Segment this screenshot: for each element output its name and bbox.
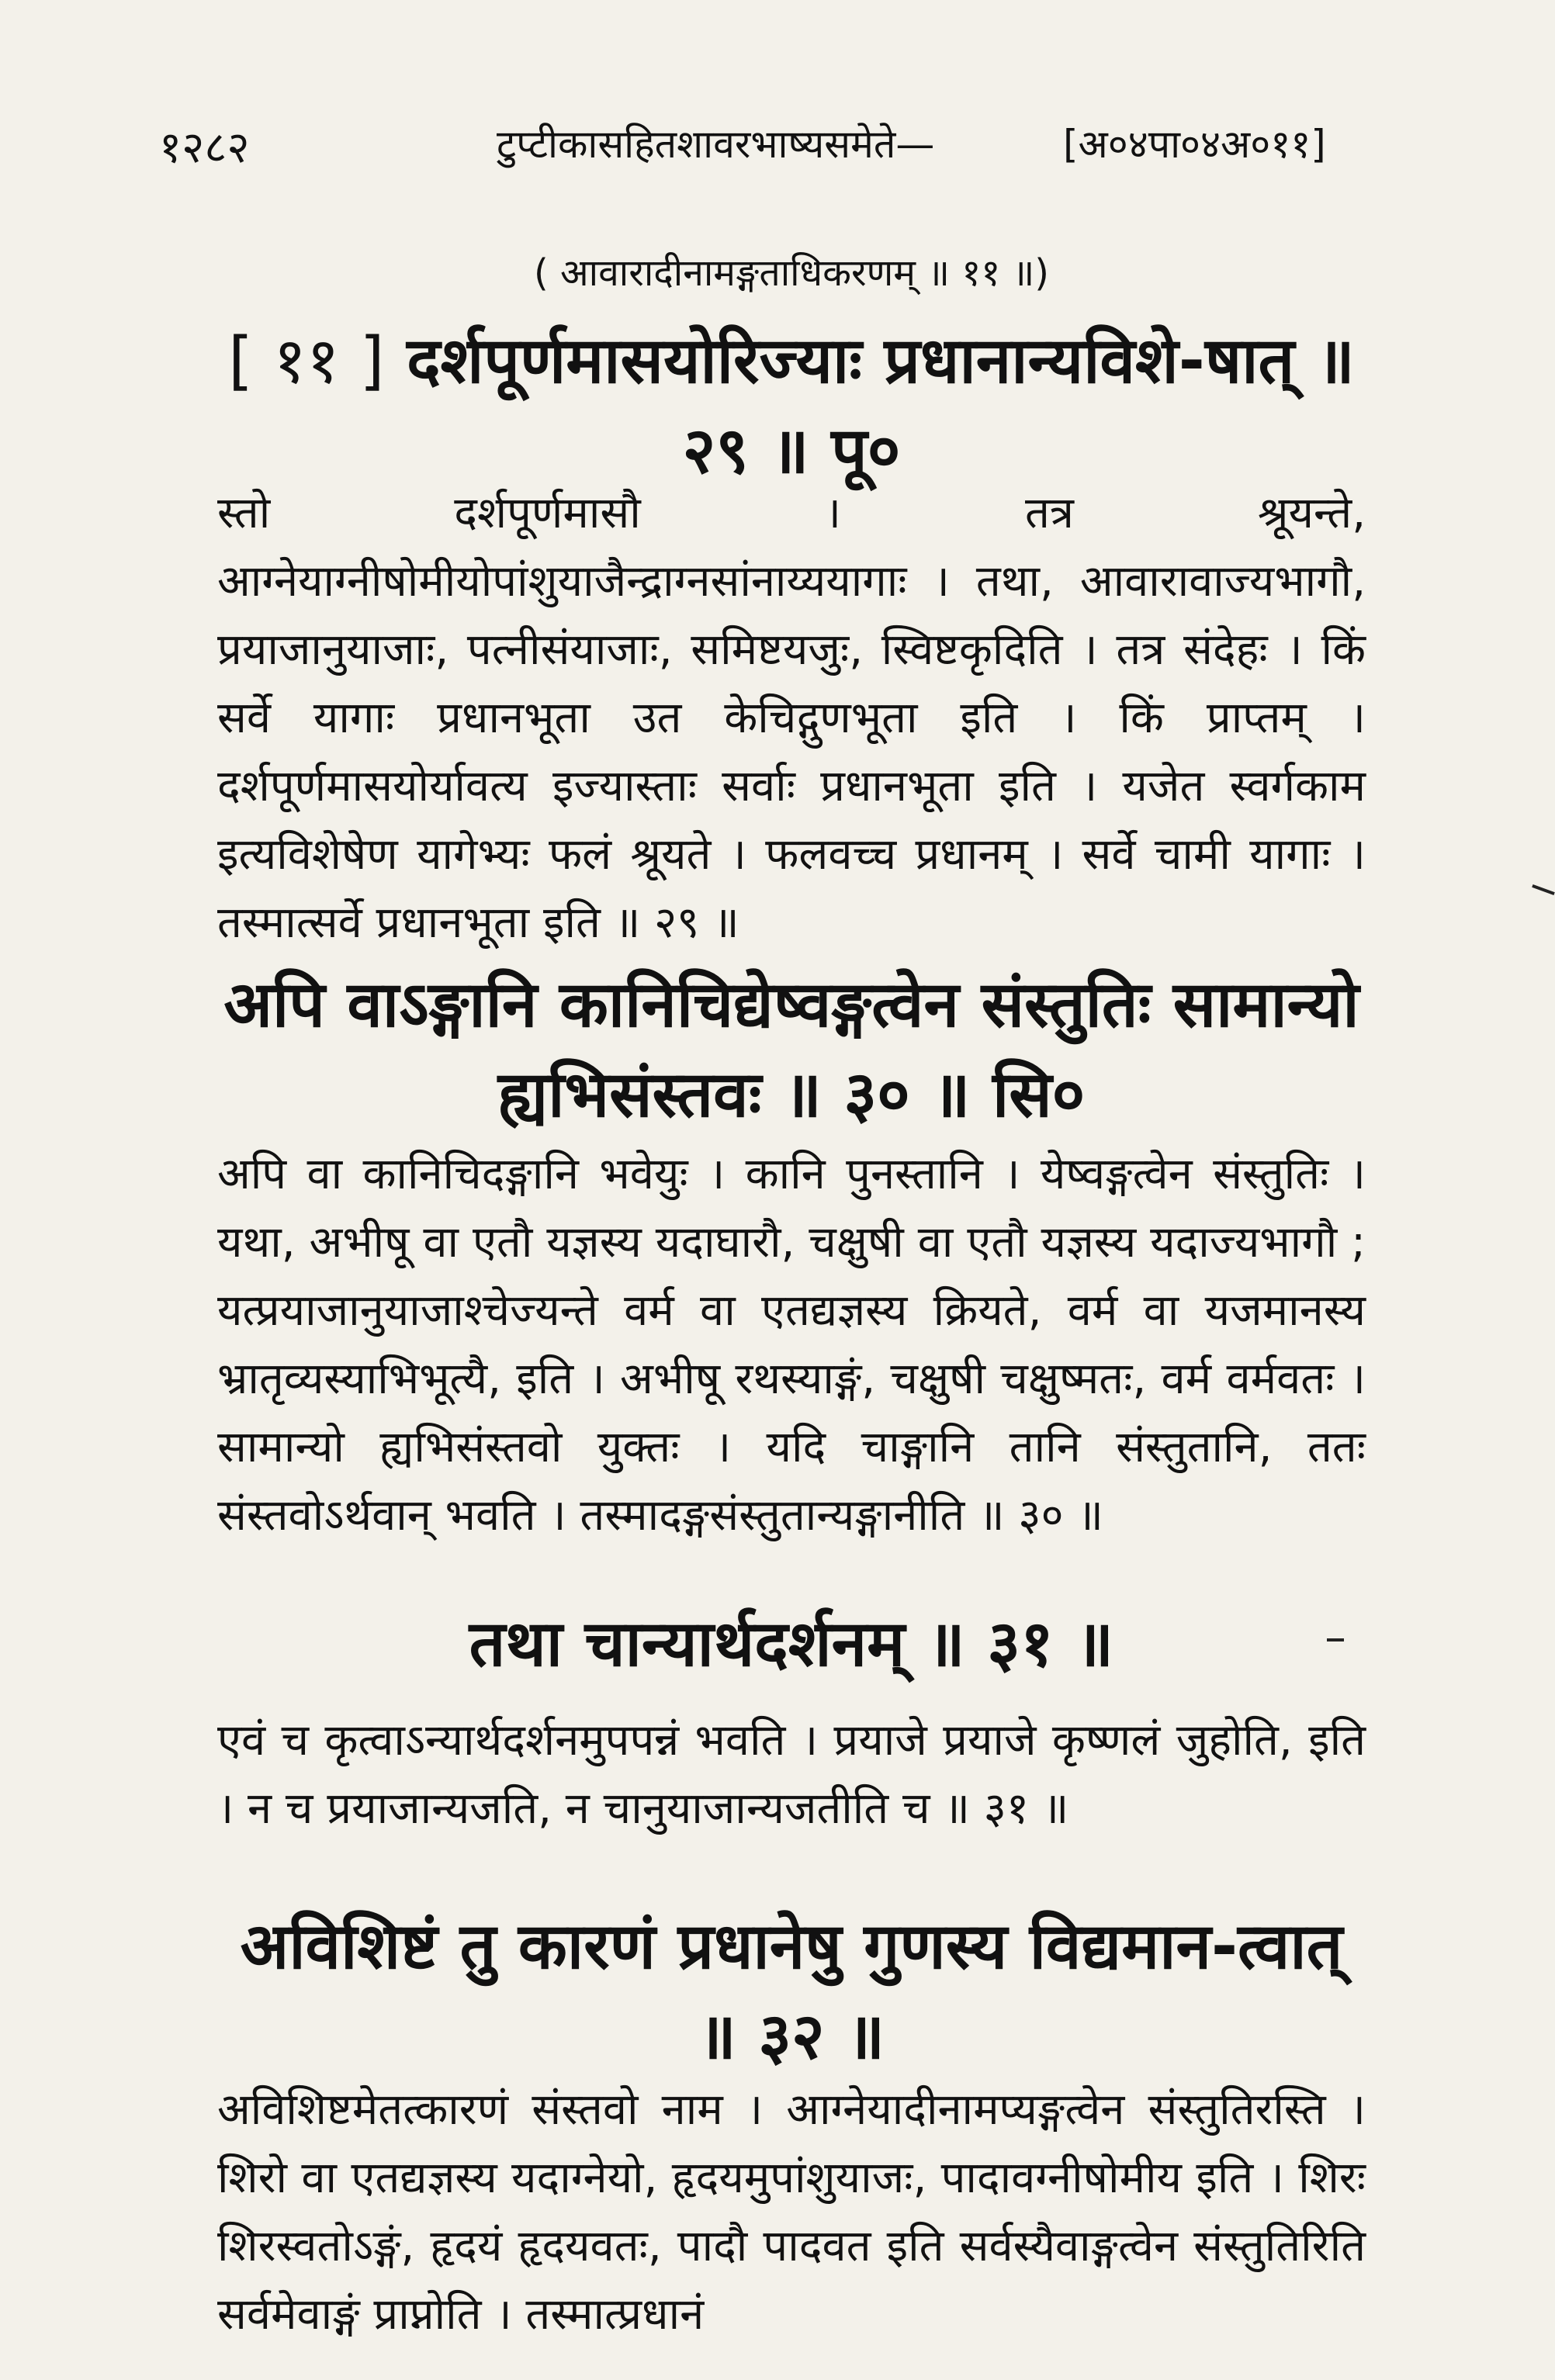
margin-mark — [1532, 884, 1555, 895]
sutra-29 — [217, 317, 1366, 496]
sutra-29-text: दर्शपूर्णमासयोरिज्याः प्रधानान्यविशे-षात् ॥ २९ ॥ पू० — [407, 324, 1355, 488]
sutra-30: अपि वाऽङ्गानि कानिचिद्येष्वङ्गत्वेन संस्तुतिः सामान्यो ह्यभिसंस्तवः ॥ ३० ॥ सि० — [223, 968, 1359, 1132]
adhikarana-title: ( आवारादीनामङ्गताधिकरणम् ॥ ११ ॥) — [534, 251, 1049, 295]
page-number: १२८२ — [159, 123, 250, 173]
bhashya-29: स्तो दर्शपूर्णमासौ । तत्र श्रूयन्ते, आग्नेयाग्नीषोमीयोपांशुयाजैन्द्राग्नसांनाय्ययागाः । तथा, आवारावाज्यभागौ, प्रयाजानुयाजाः, पत्नीसंयाजाः, समिष्टयजुः, स्विष्टकृदिति । तत्र संदेहः । किं सर्वे यागाः प्रधानभूता उत केचिद्गुणभूता इति । किं प्राप्तम् । दर्शपूर्णमासयोर्यावत्य इज्यास्ताः सर्वाः प्रधानभूता इति । यजेत स्वर्गकाम इत्यविशेषेण यागेभ्यः फलं श्रूयते । फलवच्च प्रधानम् । सर्वे चामी यागाः । तस्मात्सर्वे प्रधानभूता इति ॥ २९ ॥ — [217, 488, 1366, 948]
bhashya-30: अपि वा कानिचिदङ्गानि भवेयुः । कानि पुनस्तानि । येष्वङ्गत्वेन संस्तुतिः । यथा, अभीषू वा एतौ यज्ञस्य यदाघारौ, चक्षुषी वा एतौ यज्ञस्य यदाज्यभागौ ; यत्प्रयाजानुयाजाश्चेज्यन्ते वर्म वा एतद्यज्ञस्य क्रियते, वर्म वा यजमानस्य भ्रातृव्यस्याभिभूत्यै, इति । अभीषू रथस्याङ्गं, चक्षुषी चक्षुष्मतः, वर्म वर्मवतः । सामान्यो ह्यभिसंस्तवो युक्तः । यदि चाङ्गानि तानि संस्तुतानि, ततः संस्तवोऽर्थवान् भवति । तस्मादङ्गसंस्तुतान्यङ्गानीति ॥ ३० ॥ — [217, 1149, 1366, 1541]
running-title: टुप्टीकासहितशावरभाष्यसमेते— — [497, 122, 935, 167]
stray-dash-mark — [1327, 1638, 1344, 1641]
bhashya-32: अविशिष्टमेतत्कारणं संस्तवो नाम । आग्नेयादीनामप्यङ्गत्वेन संस्तुतिरस्ति । शिरो वा एतद्यज्ञस्य यदाग्नेयो, हृदयमुपांशुयाजः, पादावग्नीषोमीय इति । शिरः शिरस्वतोऽङ्गं, हृदयं हृदयवतः, पादौ पादवत इति सर्वस्यैवाङ्गत्वेन संस्तुतिरिति सर्वमेवाङ्गं प्राप्नोति । तस्मात्प्रधानं — [217, 2084, 1366, 2340]
sutra-32: अविशिष्टं तु कारणं प्रधानेषु गुणस्य विद्यमान-त्वात् ॥ ३२ ॥ — [240, 1910, 1343, 2074]
page-header — [0, 116, 1555, 186]
adhikarana-number: [ ११ ] — [228, 324, 385, 398]
section-reference: [अ०४पा०४अ०११] — [1063, 122, 1326, 167]
bhashya-31: एवं च कृत्वाऽन्यार्थदर्शनमुपपन्नं भवति । प्रयाजे प्रयाजे कृष्णलं जुहोति, इति । न च प्रयाजान्यजति, न चानुयाजान्यजतीति च ॥ ३१ ॥ — [217, 1715, 1366, 1834]
sutra-31: तथा चान्यार्थदर्शनम् ॥ ३१ ॥ — [469, 1607, 1114, 1681]
